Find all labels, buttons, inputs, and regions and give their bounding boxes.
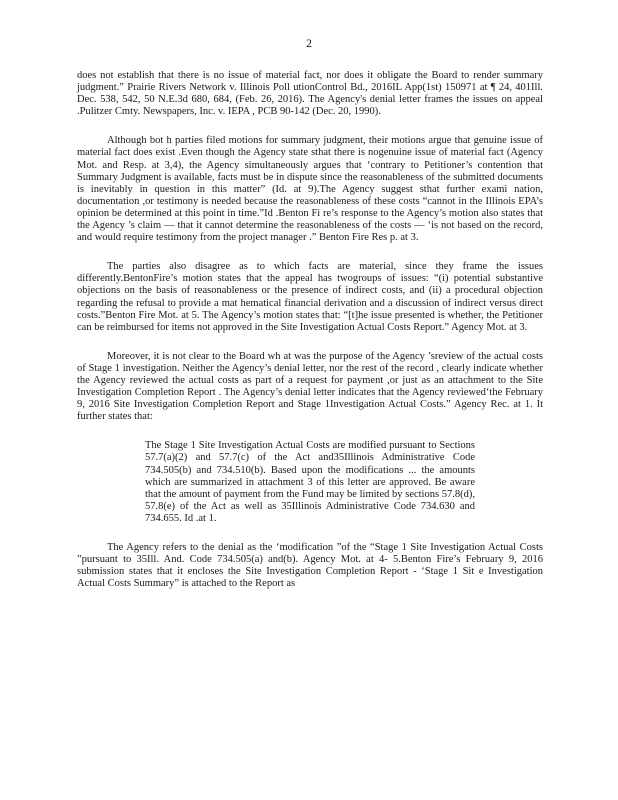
document-body xyxy=(77,70,543,590)
block-quote-denial-letter: The Stage 1 Site Investigation Actual Costs are modified pursuant to Sections 57.7(a)(2) and 57.7(c) of the Act and35Illinois Administrative Code 734.505(b) and 734.510(b). Based upon the modifications ... the amounts which are summarized in attachment 3 of this letter are approved. Be aware that the amount of payment from the Fund may be limited by sections 57.8(d), 57.8(e) of the Act as well as 35Illinois Administrative Code 734.630 and 734.655. Id .at 1. xyxy=(145,440,475,524)
paragraph-material-facts: The parties also disagree as to which facts are material, since they frame the issues differently.BentonFire’s motion states that the appeal has twogroups of issues: “(i) potential substantive objections on the basis of reasonableness or the presence of indirect costs, and (ii) a procedural objection regarding the refusal to provide a mat hematical financial derivation and a discussion of indirect versus direct costs.”Benton Fire Mot. at 5. The Agency’s motion states that: “[t]he issue presented is whether, the Petitioner can be reimbursed for items not approved in the Site Investigation Actual Costs Report.” Agency Mot. at 3. xyxy=(77,261,543,333)
paragraph-continuation: does not establish that there is no issue of material fact, nor does it obligate the Board to render summary judgment.” Prairie Rivers Network v. Illinois Poll utionControl Bd., 2016IL App(1st) 150971 at ¶ 24, 401Ill. Dec. 538, 542, 50 N.E.3d 680, 684, (Feb. 26, 2016). The Agency's denial letter frames the issues on appeal .Pulitzer Cmty. Newspapers, Inc. v. IEPA , PCB 90-142 (Dec. 20, 1990). xyxy=(77,70,543,118)
page-number: 2 xyxy=(306,36,312,50)
paragraph-agency-review-purpose: Moreover, it is not clear to the Board wh at was the purpose of the Agency ’sreview of the actual costs of Stage 1 investigation. Neither the Agency’s denial letter, nor the rest of the record , clearly indicate whether the Agency reviewed the actual costs as part of a request for payment ,or just as an attachment to the Site Investigation Completion Report . The Agency’s denial letter indicates that the Agency reviewed‘the February 9, 2016 Site Investigation Completion Report and Stage 1Investigation Actual Costs.” Agency Rec. at 1. It further states that: xyxy=(77,350,543,423)
paragraph-agency-modification: The Agency refers to the denial as the ‘modification ”of the “Stage 1 Site Investigation Actual Costs ”pursuant to 35Ill. And. Code 734.505(a) and(b). Agency Mot. at 4- 5.Benton Fire’s February 9, 2016 submission states that it encloses the Site Investigation Completion Report - ‘Stage 1 Sit e Investigation Actual Costs Summary” is attached to the Report as xyxy=(77,542,543,590)
paragraph-summary-judgment-motions: Although bot h parties filed motions for summary judgment, their motions argue that genuine issue of material fact does exist .Even though the Agency state sthat there is nogenuine issue of material fact (Agency Mot. and Resp. at 3,4), the Agency simultaneously argues that ‘contrary to Petitioner’s contention that Summary Judgment is available, facts must be in dispute since the reasonableness of the submitted documents is inevitably in question in this matter” (Id. at 9).The Agency suggest sthat further exami nation, documentation ,or testimony is needed because the reasonableness of these costs “cannot in the Illinois EPA’s opinion be determined at this point in time.”Id .Benton Fi re’s response to the Agency’s motion also states that the Agency ’s claim — that it cannot determine the reasonableness of the costs — ‘is not based on the record, and would require testimony from the project manager .” Benton Fire Res p. at 3. xyxy=(77,135,543,244)
